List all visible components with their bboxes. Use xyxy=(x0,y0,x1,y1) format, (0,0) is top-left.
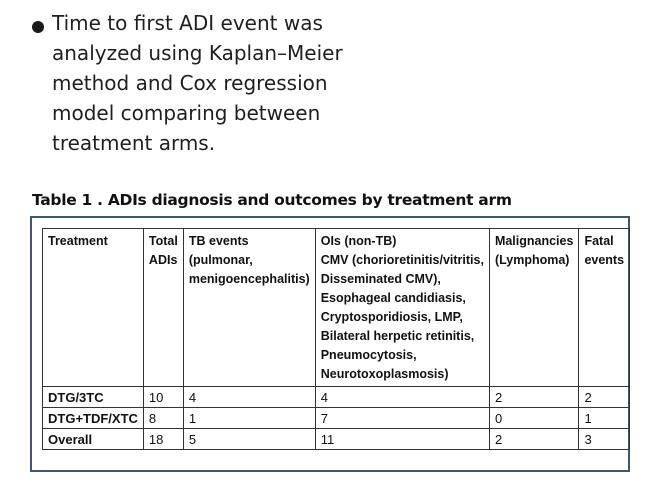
cell-tb-events: 5 xyxy=(183,429,315,450)
header-line: Fatal xyxy=(584,234,614,248)
header-line: TB events xyxy=(188,234,249,248)
header-line: Malignancies xyxy=(494,234,574,248)
table-frame xyxy=(30,216,630,472)
header-line: (pulmonar, xyxy=(188,253,253,267)
header-line: Disseminated CMV), xyxy=(320,272,441,286)
table-title: Table 1 . ADIs diagnosis and outcomes by treatment arm xyxy=(32,191,512,209)
cell-fatal-events: 2 xyxy=(579,387,630,408)
bullet-line: model comparing between xyxy=(52,101,321,125)
header-line: Cryptosporidiosis, LMP, xyxy=(320,310,463,324)
table-row xyxy=(43,429,630,450)
cell-malignancies: 2 xyxy=(489,429,579,450)
cell-tb-events: 4 xyxy=(183,387,315,408)
header-line: CMV (chorioretinitis/vitritis, xyxy=(320,253,484,267)
bullet-line: analyzed using Kaplan–Meier xyxy=(52,41,343,65)
row-treatment: Overall xyxy=(43,429,144,450)
header-ois-non-tb xyxy=(315,229,489,387)
header-malignancies xyxy=(489,229,579,387)
header-total-adis xyxy=(143,229,183,387)
bullet-line: treatment arms. xyxy=(52,131,216,155)
cell-ois: 7 xyxy=(315,408,489,429)
table-row xyxy=(43,408,630,429)
header-tb-events xyxy=(183,229,315,387)
header-fatal-events xyxy=(579,229,630,387)
cell-total-adis: 8 xyxy=(143,408,183,429)
header-line: Bilateral herpetic retinitis, xyxy=(320,329,475,343)
cell-malignancies: 2 xyxy=(489,387,579,408)
header-line: (Lymphoma) xyxy=(494,253,570,267)
bullet-text xyxy=(52,8,412,158)
header-line: OIs (non-TB) xyxy=(320,234,397,248)
cell-ois: 11 xyxy=(315,429,489,450)
header-line: Treatment xyxy=(48,234,108,248)
bullet-line: Time to first ADI event was xyxy=(52,11,323,35)
bullet-dot-icon xyxy=(32,21,44,33)
cell-total-adis: 10 xyxy=(143,387,183,408)
header-line: menigoencephalitis) xyxy=(188,272,310,286)
cell-tb-events: 1 xyxy=(183,408,315,429)
cell-fatal-events: 3 xyxy=(579,429,630,450)
header-line: Neurotoxoplasmosis) xyxy=(320,367,449,381)
cell-ois: 4 xyxy=(315,387,489,408)
cell-total-adis: 18 xyxy=(143,429,183,450)
header-line: ADIs xyxy=(148,253,178,267)
cell-fatal-events: 1 xyxy=(579,408,630,429)
header-treatment xyxy=(43,229,144,387)
table-header-row xyxy=(43,229,630,387)
cell-malignancies: 0 xyxy=(489,408,579,429)
bullet-line: method and Cox regression xyxy=(52,71,328,95)
adi-outcomes-table xyxy=(42,228,630,450)
row-treatment: DTG/3TC xyxy=(43,387,144,408)
header-line: Esophageal candidiasis, xyxy=(320,291,466,305)
header-line: events xyxy=(584,253,625,267)
header-line: Total xyxy=(148,234,178,248)
row-treatment: DTG+TDF/XTC xyxy=(43,408,144,429)
table-row xyxy=(43,387,630,408)
header-line: Pneumocytosis, xyxy=(320,348,417,362)
